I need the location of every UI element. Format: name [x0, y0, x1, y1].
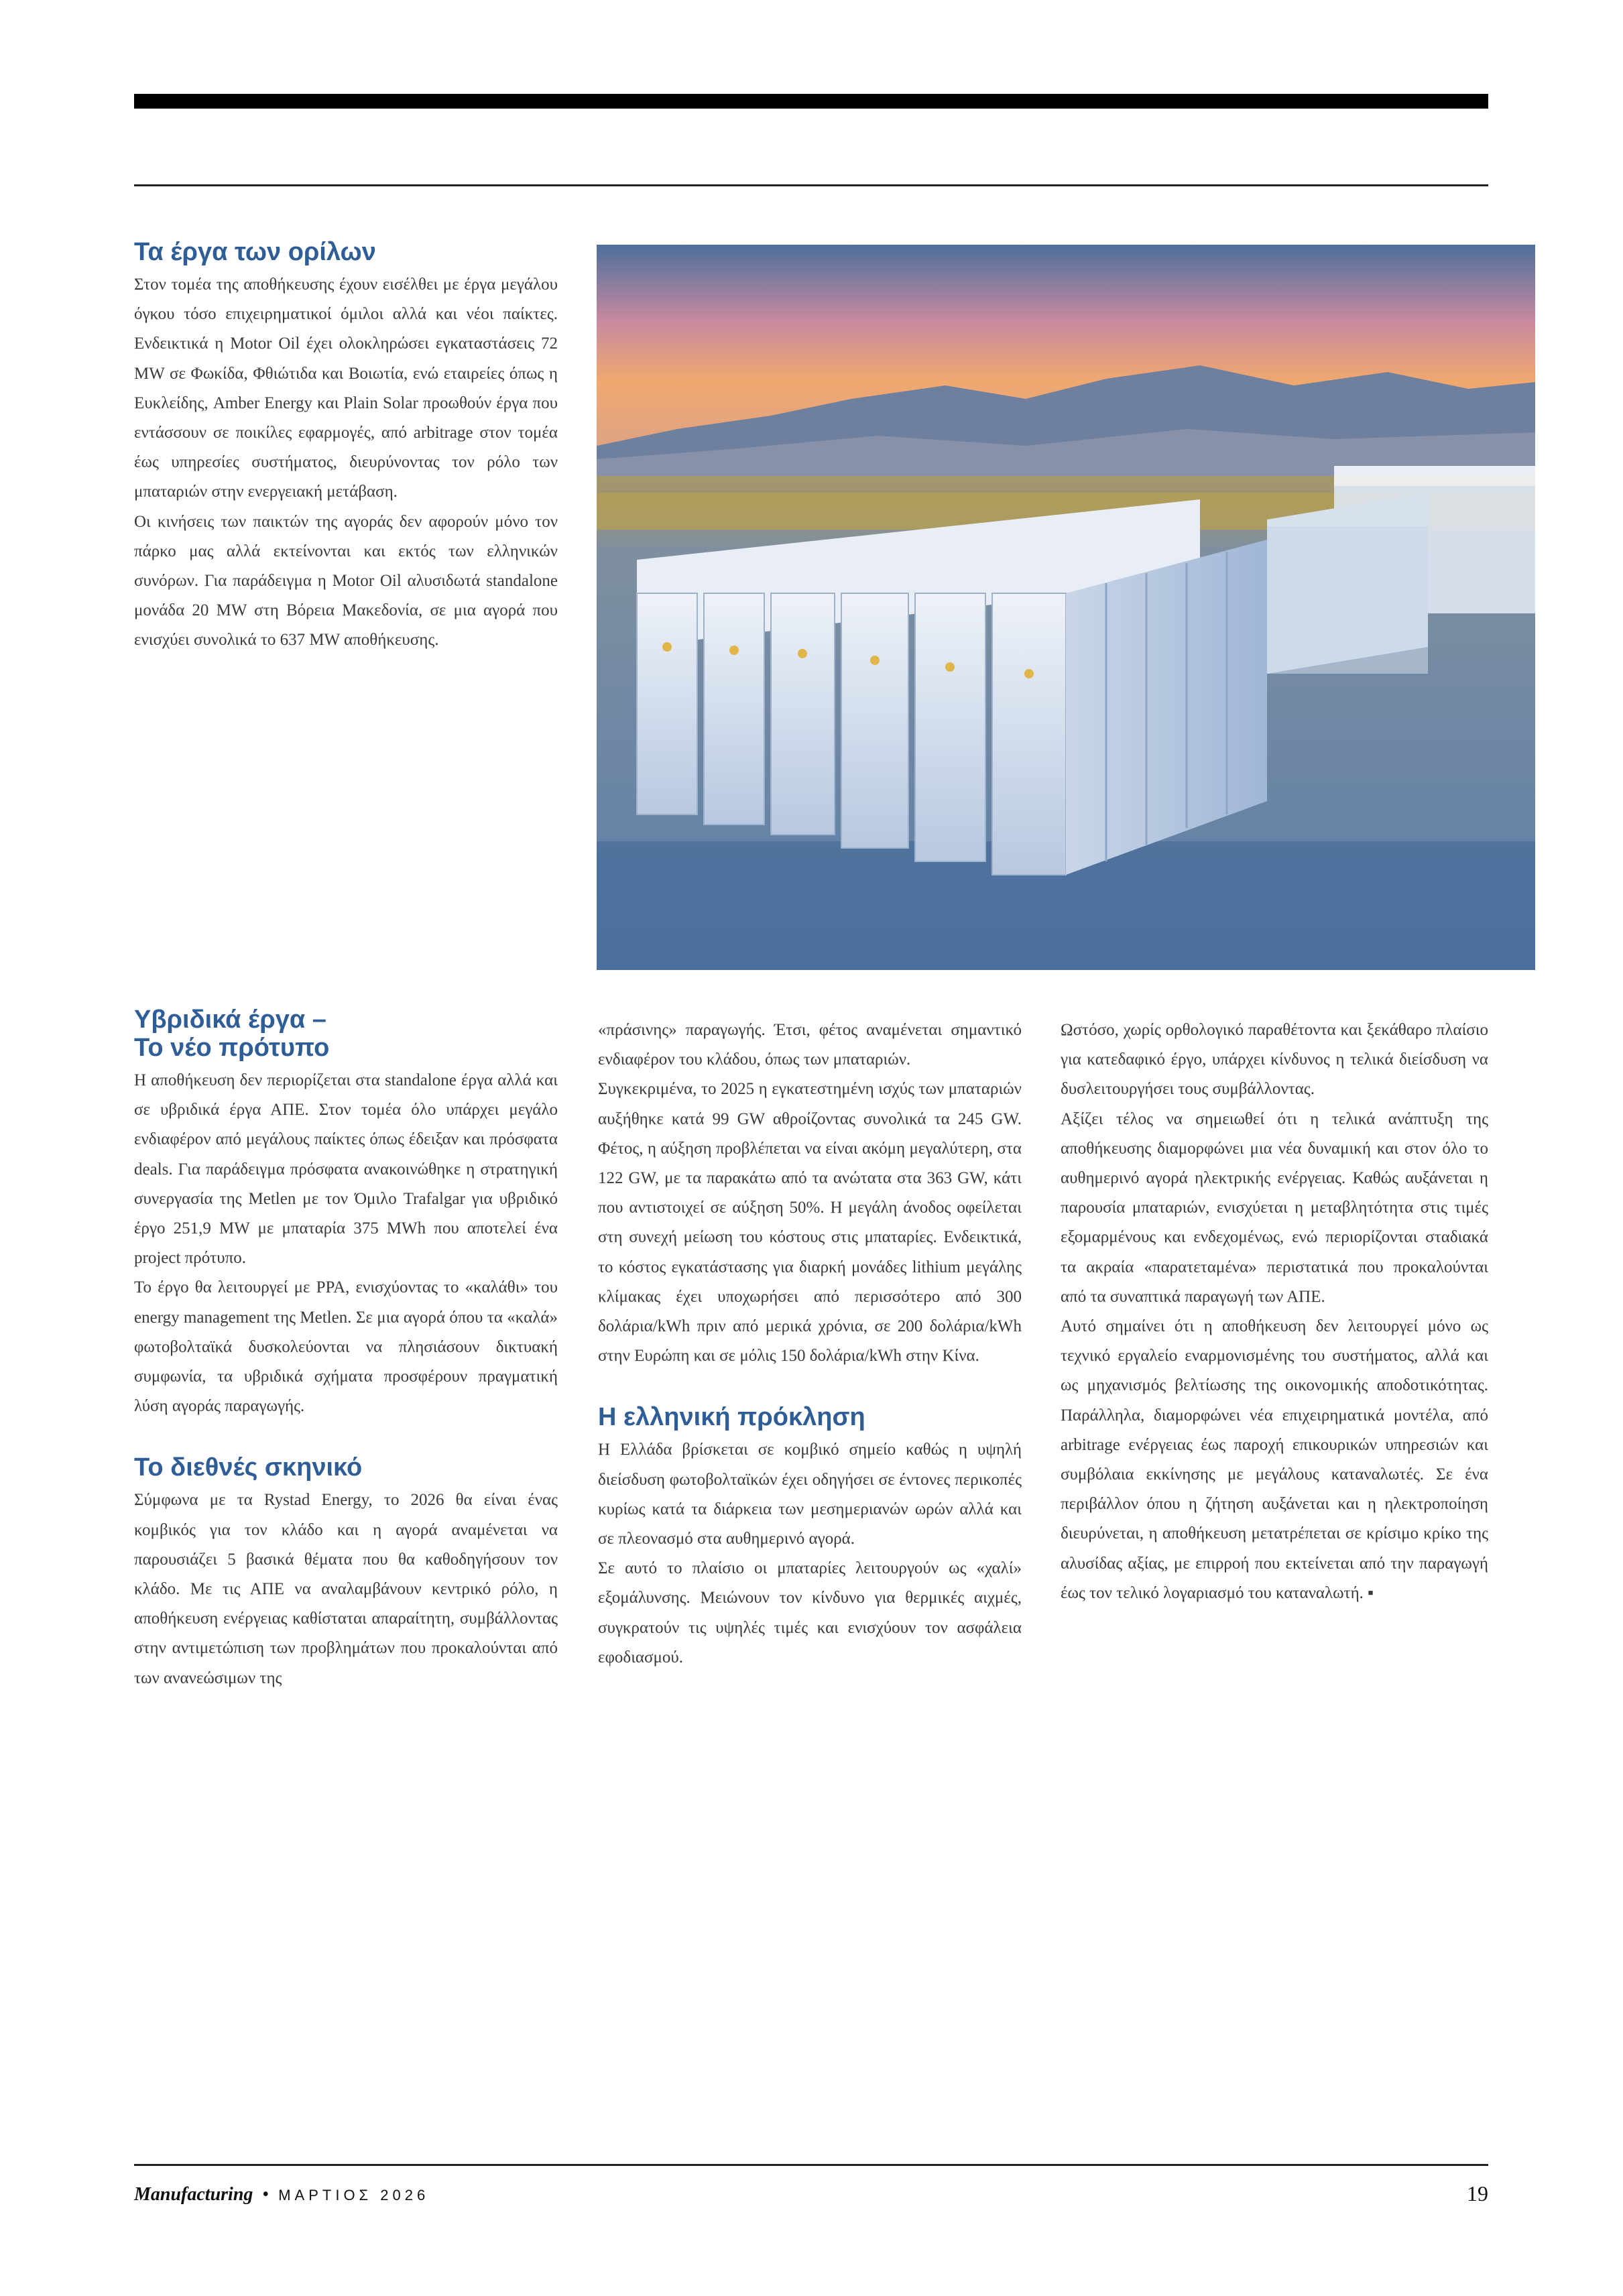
- middle-column: [598, 1016, 1022, 1673]
- paragraph: Το έργο θα λειτουργεί με PPA, ενισχύοντας το «καλάθι» του energy management της Metlen. Σε μια αγορά όπου τα «καλά» φωτοβολταϊκά δυσκολεύονται να πλησιάσουν δικτυακή συμφωνία, τα υβριδικά σχήματα προσφέρουν πραγματική λύση αγοράς παραγωγής.: [134, 1278, 558, 1416]
- section-heading-international: Το διεθνές σκηνικό: [134, 1453, 363, 1482]
- paragraph: Σε αυτό το πλαίσιο οι μπαταρίες λειτουργούν ως «χαλί» εξομάλυνσης. Μειώνουν τον κίνδυνο για θερμικές αιχμές, συγκρατούν τις υψηλές τιμές και ενισχύουν τον ασφάλεια εφοδιασμού.: [598, 1559, 1022, 1667]
- header-rule: [134, 184, 1488, 186]
- magazine-name: Manufacturing: [134, 2184, 253, 2205]
- header-bar: [134, 94, 1488, 109]
- paragraph: Η Ελλάδα βρίσκεται σε κομβικό σημείο καθώς η υψηλή διείσδυση φωτοβολταϊκών έχει οδηγήσει σε έντονες περικοπές κυρίως κατά τα διάρκεια των μεσημεριανών ωρών αλλά και σε πλεονασμό στα αυθημερινό αγορά.: [598, 1441, 1022, 1549]
- section-heading-hybrid-line1: Υβριδικά έργα –: [134, 1006, 326, 1034]
- left-column-top: [134, 238, 558, 656]
- page-number: 19: [1467, 2181, 1488, 2206]
- paragraph: Ωστόσο, χωρίς ορθολογικό παραθέτοντα και ξεκάθαρο πλαίσιο για κατεδαφικό έργο, υπάρχει κίνδυνος η τελικά διείσδυση να δυσλειτουργήσει τους συμβάλλοντας.: [1061, 1021, 1488, 1099]
- footer-rule: [134, 2164, 1488, 2166]
- section-heading-hybrid-line2: Το νέο πρότυπο: [134, 1034, 330, 1062]
- paragraph: «πράσινης» παραγωγής. Έτσι, φέτος αναμένεται σημαντικό ενδιαφέρον του κλάδου, όπως των μπαταριών.: [598, 1021, 1022, 1069]
- battery-storage-photo: [597, 245, 1535, 970]
- section-heading-greek-challenge: Η ελληνική πρόκληση: [598, 1403, 865, 1432]
- paragraph: Σύμφωνα με τα Rystad Energy, το 2026 θα είναι ένας κομβικός για τον κλάδο και η αγορά αναμένεται να παρουσιάζει 5 βασικά θέματα που θα καθοδηγήσουν τον κλάδο. Με τις ΑΠΕ να αναλαμβάνουν κεντρικό ρόλο, η αποθήκευση ενέργειας καθίσταται απαραίτητη, συμβάλλοντας στην αντιμετώπιση των προβλημάτων που προκαλούνται από των ανανεώσιμων της: [134, 1491, 558, 1687]
- right-column: [1061, 1016, 1488, 1608]
- left-column-bottom: [134, 1006, 558, 1693]
- footer-separator: •: [262, 2184, 269, 2205]
- paragraph: Συγκεκριμένα, το 2025 η εγκατεστημένη ισχύς των μπαταριών αυξήθηκε κατά 99 GW αθροίζοντας συνολικά τα 245 GW. Φέτος, η αύξηση προβλέπεται να είναι ακόμη μεγαλύτερη, στα 122 GW, με τα παρακάτω από τα ανώτατα στα 363 GW, κάτι που αντιστοιχεί σε αύξηση 50%. Η μεγάλη άνοδος οφείλεται στη συνεχή μείωση του κόστους στις μπαταρίες. Ενδεικτικά, το κόστος εγκατάστασης για διαρκή μονάδες lithium μεγάλης κλίμακας έχει υποχωρήσει από περισσότερο από 300 δολάρια/kWh πριν από μερικά χρόνια, σε 200 δολάρια/kWh στην Ευρώπη και σε μόλις 150 δολάρια/kWh στην Κίνα.: [598, 1080, 1022, 1366]
- section-heading-storage: Τα έργα των ορίλων: [134, 238, 376, 266]
- paragraph: Οι κινήσεις των παικτών της αγοράς δεν αφορούν μόνο τον πάρκο μας αλλά εκτείνονται και εκτός των ελληνικών συνόρων. Για παράδειγμα η Motor Oil αλυσιδωτά standalone μονάδα 20 MW στη Βόρεια Μακεδονία, σε μια αγορά που ενισχύει συνολικά το 637 MW αποθήκευσης.: [134, 512, 558, 650]
- footer-masthead: [134, 2184, 429, 2206]
- paragraph: Αξίζει τέλος να σημειωθεί ότι η τελικά ανάπτυξη της αποθήκευσης διαμορφώνει μια νέα δυναμική και στον όλο το αυθημερινό αγορά ηλεκτρικής ενέργειας. Καθώς αυξάνεται η παρουσία μπαταριών, ενισχύεται η μεταβλητότητα στις τιμές εξομαρμένους και ενδεχομένως, ενώ περιορίζονται σταδιακά τα ακραία «παρατεταμένα» περιστατικά που προκαλούνται από τα συναπτικά παραγωγή των ΑΠΕ.: [1061, 1109, 1488, 1306]
- issue-date: ΜΑΡΤΙΟΣ 2026: [278, 2187, 430, 2203]
- paragraph: Αυτό σημαίνει ότι η αποθήκευση δεν λειτουργεί μόνο ως τεχνικό εργαλείο εναρμονισμένης του συστήματος, αλλά και ως μηχανισμός βελτίωσης της οικονομικής αποδοτικότητας. Παράλληλα, διαμορφώνει νέα επιχειρηματικά μοντέλα, από arbitrage ενέργειας έως παροχή επικουρικών υπηρεσιών και συμβόλαια εκκίνησης με μεγάλους καταναλωτές. Σε ένα περιβάλλον όπου η ζήτηση αυξάνεται και η ηλεκτροποίηση διευρύνεται, η αποθήκευση μετατρέπεται σε κρίσιμο κρίκο της αλυσίδας αξίας, με επιρροή που εκτείνεται από την παραγωγή έως τον τελικό λογαριασμό του καταναλωτή. ▪: [1061, 1317, 1488, 1602]
- paragraph: Στον τομέα της αποθήκευσης έχουν εισέλθει με έργα μεγάλου όγκου τόσο επιχειρηματικοί όμιλοι αλλά και νέοι παίκτες. Ενδεικτικά η Motor Oil έχει ολοκληρώσει εγκαταστάσεις 72 MW σε Φωκίδα, Φθιώτιδα και Βοιωτία, ενώ εταιρείες όπως η Ευκλείδης, Amber Energy και Plain Solar προωθούν έργα που εντάσσουν σε ποικίλες εφαρμογές, από arbitrage στον τομέα έως υπηρεσίες συστήματος, διευρύνοντας τον ρόλο των μπαταριών στην ενεργειακή μετάβαση.: [134, 276, 558, 501]
- paragraph: Η αποθήκευση δεν περιορίζεται στα standalone έργα αλλά και σε υβριδικά έργα ΑΠΕ. Στον τομέα όλο υπάρχει μεγάλο ενδιαφέρον από μεγάλους παίκτες όπως έδειξαν και πρόσφατα deals. Για παράδειγμα πρόσφατα ανακοινώθηκε η στρατηγική συνεργασία της Metlen με τον Όμιλο Trafalgar για υβριδικό έργο 251,9 MW με μπαταρία 375 MWh που αποτελεί ένα project πρότυπο.: [134, 1071, 558, 1268]
